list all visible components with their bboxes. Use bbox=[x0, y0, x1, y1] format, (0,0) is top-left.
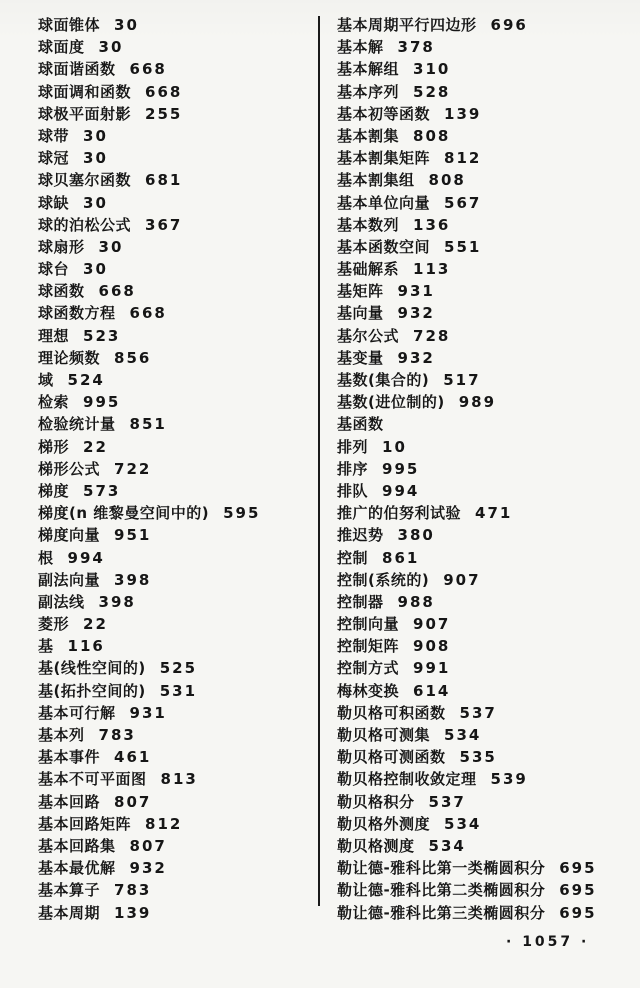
index-entry bbox=[337, 857, 635, 879]
entry-term: 梯形公式 bbox=[38, 459, 101, 478]
entry-page-number: 995 bbox=[382, 459, 420, 478]
index-entry bbox=[337, 236, 635, 258]
index-entry bbox=[38, 236, 316, 258]
entry-page-number: 535 bbox=[459, 748, 497, 767]
index-entry bbox=[337, 214, 635, 236]
entry-term: 勒贝格控制收敛定理 bbox=[337, 770, 477, 789]
entry-term: 基本算子 bbox=[38, 881, 101, 900]
index-entry bbox=[38, 613, 316, 635]
entry-page-number: 310 bbox=[413, 60, 451, 79]
entry-page-number: 517 bbox=[443, 371, 481, 389]
entry-page-number: 524 bbox=[67, 371, 105, 389]
index-entry bbox=[38, 369, 316, 391]
entry-page-number: 907 bbox=[413, 615, 451, 634]
entry-term: 控制(系统的) bbox=[337, 570, 430, 589]
entry-term: 基(线性空间的) bbox=[38, 659, 146, 678]
index-entry bbox=[38, 524, 316, 546]
entry-page-number: 931 bbox=[129, 703, 167, 722]
entry-term: 基本回路矩阵 bbox=[38, 814, 132, 833]
entry-term: 基本回路集 bbox=[38, 836, 116, 855]
index-entry bbox=[337, 369, 635, 391]
entry-term: 球台 bbox=[38, 260, 70, 279]
entry-term: 排队 bbox=[337, 481, 369, 500]
entry-page-number: 567 bbox=[444, 193, 482, 212]
index-entry bbox=[337, 81, 635, 103]
entry-term: 基 bbox=[38, 637, 54, 656]
entry-page-number: 30 bbox=[83, 260, 108, 279]
entry-page-number: 995 bbox=[83, 393, 121, 412]
entry-page-number: 908 bbox=[413, 637, 451, 656]
entry-page-number: 30 bbox=[83, 149, 108, 168]
entry-page-number: 471 bbox=[475, 504, 513, 523]
entry-page-number: 534 bbox=[428, 836, 466, 855]
entry-term: 球函数方程 bbox=[38, 304, 116, 323]
entry-term: 推迟势 bbox=[337, 526, 384, 545]
entry-term: 勒贝格测度 bbox=[337, 836, 415, 855]
entry-term: 基本可行解 bbox=[38, 703, 116, 722]
entry-page-number: 994 bbox=[382, 481, 420, 500]
entry-page-number: 22 bbox=[83, 615, 108, 634]
entry-term: 推广的伯努利试验 bbox=[337, 504, 462, 523]
index-entry bbox=[337, 480, 635, 502]
entry-term: 球贝塞尔函数 bbox=[38, 171, 132, 190]
entry-term: 勒让德-雅科比第一类椭圆积分 bbox=[337, 859, 546, 878]
index-entry bbox=[38, 791, 316, 813]
entry-term: 勒贝格外测度 bbox=[337, 814, 431, 833]
entry-term: 勒贝格可测集 bbox=[337, 726, 431, 744]
index-entry bbox=[38, 125, 316, 147]
index-column-left bbox=[38, 14, 316, 924]
entry-page-number: 807 bbox=[114, 792, 152, 811]
entry-page-number: 113 bbox=[413, 260, 451, 279]
entry-page-number: 695 bbox=[559, 903, 597, 922]
index-entry bbox=[337, 635, 635, 657]
index-entry bbox=[38, 768, 316, 790]
index-entry bbox=[337, 502, 635, 524]
column-divider-rule bbox=[318, 16, 320, 906]
entry-page-number: 722 bbox=[114, 459, 152, 478]
entry-term: 理论频数 bbox=[38, 348, 101, 367]
entry-term: 基本序列 bbox=[337, 82, 400, 101]
index-entry bbox=[337, 280, 635, 302]
entry-page-number: 994 bbox=[67, 548, 105, 567]
entry-term: 勒贝格可积函数 bbox=[337, 703, 446, 722]
index-entry bbox=[337, 524, 635, 546]
entry-term: 基本数列 bbox=[337, 215, 400, 234]
entry-page-number: 255 bbox=[145, 104, 183, 123]
entry-page-number: 988 bbox=[397, 592, 435, 611]
index-entry bbox=[38, 81, 316, 103]
entry-page-number: 812 bbox=[145, 814, 183, 833]
entry-page-number: 614 bbox=[413, 681, 451, 700]
index-entry bbox=[38, 36, 316, 58]
entry-page-number: 523 bbox=[83, 326, 121, 345]
entry-term: 基本回路 bbox=[38, 792, 101, 811]
entry-term: 球面调和函数 bbox=[38, 82, 132, 101]
entry-term: 基本单位向量 bbox=[337, 193, 431, 212]
entry-page-number: 668 bbox=[98, 282, 136, 301]
entry-page-number: 907 bbox=[443, 570, 481, 589]
entry-term: 勒贝格积分 bbox=[337, 792, 415, 811]
entry-page-number: 695 bbox=[559, 881, 597, 900]
entry-term: 基函数 bbox=[337, 415, 384, 434]
entry-page-number: 808 bbox=[413, 126, 451, 145]
index-entry bbox=[38, 879, 316, 901]
entry-term: 基本割集组 bbox=[337, 171, 415, 190]
entry-page-number: 951 bbox=[114, 526, 152, 545]
entry-term: 梯度(n 维黎曼空间中的) bbox=[38, 504, 210, 523]
entry-term: 菱形 bbox=[38, 615, 70, 634]
entry-page-number: 861 bbox=[382, 548, 420, 567]
entry-page-number: 783 bbox=[98, 726, 136, 744]
entry-page-number: 595 bbox=[223, 504, 261, 523]
entry-page-number: 931 bbox=[397, 282, 435, 301]
index-entry bbox=[337, 680, 635, 702]
entry-term: 勒贝格可测函数 bbox=[337, 748, 446, 767]
entry-term: 基本不可平面图 bbox=[38, 770, 147, 789]
index-entry bbox=[38, 502, 316, 524]
entry-term: 基矩阵 bbox=[337, 282, 384, 301]
entry-page-number: 537 bbox=[459, 703, 497, 722]
index-entry bbox=[337, 36, 635, 58]
entry-term: 勒让德-雅科比第二类椭圆积分 bbox=[337, 881, 546, 900]
index-entry bbox=[38, 724, 316, 746]
entry-term: 球带 bbox=[38, 126, 70, 145]
entry-term: 排序 bbox=[337, 459, 369, 478]
entry-page-number: 932 bbox=[397, 304, 435, 323]
entry-page-number: 932 bbox=[129, 859, 167, 878]
entry-term: 基本周期 bbox=[38, 903, 101, 922]
entry-term: 控制方式 bbox=[337, 659, 400, 678]
index-entry bbox=[38, 436, 316, 458]
entry-term: 基本割集 bbox=[337, 126, 400, 145]
entry-page-number: 856 bbox=[114, 348, 152, 367]
entry-page-number: 539 bbox=[490, 770, 528, 789]
index-column-right bbox=[337, 14, 635, 924]
entry-term: 基变量 bbox=[337, 348, 384, 367]
entry-page-number: 813 bbox=[160, 770, 198, 789]
entry-term: 副法向量 bbox=[38, 570, 101, 589]
entry-page-number: 10 bbox=[382, 437, 407, 456]
entry-page-number: 139 bbox=[444, 104, 482, 123]
entry-term: 球函数 bbox=[38, 282, 85, 301]
entry-term: 梯度向量 bbox=[38, 526, 101, 545]
index-entry bbox=[38, 147, 316, 169]
index-entry bbox=[38, 214, 316, 236]
entry-page-number: 30 bbox=[83, 126, 108, 145]
index-entry bbox=[38, 547, 316, 569]
entry-page-number: 932 bbox=[397, 348, 435, 367]
entry-term: 根 bbox=[38, 548, 54, 567]
index-entry bbox=[38, 347, 316, 369]
entry-term: 基本列 bbox=[38, 726, 85, 744]
entry-page-number: 30 bbox=[83, 193, 108, 212]
entry-page-number: 989 bbox=[458, 393, 497, 412]
index-entry bbox=[337, 125, 635, 147]
entry-page-number: 991 bbox=[413, 659, 451, 678]
entry-term: 基数(集合的) bbox=[337, 371, 430, 389]
entry-page-number: 461 bbox=[114, 748, 152, 767]
entry-term: 梯形 bbox=[38, 437, 70, 456]
index-entry bbox=[337, 835, 635, 857]
entry-page-number: 668 bbox=[129, 304, 167, 323]
footer-page-number: · 1057 · bbox=[506, 934, 590, 950]
index-entry bbox=[337, 813, 635, 835]
entry-term: 球面谐函数 bbox=[38, 60, 116, 79]
index-entry bbox=[38, 192, 316, 214]
entry-page-number: 573 bbox=[83, 481, 121, 500]
index-entry bbox=[38, 702, 316, 724]
index-entry bbox=[38, 458, 316, 480]
entry-page-number: 398 bbox=[114, 570, 152, 589]
entry-term: 基本函数空间 bbox=[337, 237, 431, 256]
entry-page-number: 528 bbox=[413, 82, 451, 101]
entry-page-number: 380 bbox=[397, 526, 435, 545]
index-entry bbox=[337, 879, 635, 901]
index-entry bbox=[38, 169, 316, 191]
entry-page-number: 398 bbox=[98, 592, 136, 611]
index-entry bbox=[38, 680, 316, 702]
entry-term: 球缺 bbox=[38, 193, 70, 212]
index-entry bbox=[337, 791, 635, 813]
entry-term: 梯度 bbox=[38, 481, 70, 500]
entry-term: 基数(进位制的) bbox=[337, 393, 445, 412]
index-entry bbox=[38, 302, 316, 324]
index-entry bbox=[337, 591, 635, 613]
index-entry bbox=[337, 169, 635, 191]
entry-page-number: 668 bbox=[145, 82, 183, 101]
index-entry bbox=[38, 835, 316, 857]
entry-term: 域 bbox=[38, 371, 54, 389]
index-entry bbox=[337, 302, 635, 324]
entry-page-number: 812 bbox=[444, 149, 482, 168]
index-entry bbox=[337, 724, 635, 746]
entry-term: 球极平面射影 bbox=[38, 104, 132, 123]
index-entry bbox=[337, 347, 635, 369]
entry-page-number: 22 bbox=[83, 437, 108, 456]
entry-term: 球冠 bbox=[38, 149, 70, 168]
index-entry bbox=[337, 413, 635, 435]
entry-term: 基本初等函数 bbox=[337, 104, 431, 123]
index-entry bbox=[38, 591, 316, 613]
index-entry bbox=[337, 258, 635, 280]
index-entry bbox=[337, 391, 635, 413]
entry-term: 球面度 bbox=[38, 38, 85, 57]
entry-page-number: 808 bbox=[428, 171, 466, 190]
entry-term: 基本最优解 bbox=[38, 859, 116, 878]
index-entry bbox=[337, 746, 635, 768]
entry-page-number: 783 bbox=[114, 881, 152, 900]
entry-term: 基向量 bbox=[337, 304, 384, 323]
index-entry bbox=[38, 857, 316, 879]
index-entry bbox=[337, 902, 635, 924]
entry-term: 球面锥体 bbox=[38, 16, 101, 34]
entry-page-number: 728 bbox=[413, 326, 451, 345]
index-entry bbox=[337, 103, 635, 125]
entry-term: 基尔公式 bbox=[337, 326, 400, 345]
index-entry bbox=[38, 58, 316, 80]
entry-page-number: 139 bbox=[114, 903, 152, 922]
index-entry bbox=[38, 280, 316, 302]
index-entry bbox=[38, 413, 316, 435]
index-entry bbox=[337, 702, 635, 724]
index-entry bbox=[337, 569, 635, 591]
entry-page-number: 30 bbox=[114, 16, 139, 34]
entry-term: 基本解 bbox=[337, 38, 384, 57]
index-entry bbox=[337, 192, 635, 214]
entry-page-number: 30 bbox=[98, 237, 124, 256]
entry-term: 控制 bbox=[337, 548, 369, 567]
entry-term: 基(拓扑空间的) bbox=[38, 681, 146, 700]
index-entry bbox=[38, 746, 316, 768]
index-entry bbox=[337, 325, 635, 347]
entry-page-number: 695 bbox=[559, 859, 597, 878]
entry-page-number: 696 bbox=[490, 16, 528, 34]
index-entry bbox=[337, 657, 635, 679]
index-entry bbox=[38, 902, 316, 924]
entry-page-number: 534 bbox=[444, 814, 482, 833]
index-entry bbox=[38, 569, 316, 591]
entry-page-number: 807 bbox=[129, 836, 167, 855]
index-entry bbox=[337, 436, 635, 458]
index-entry bbox=[337, 14, 635, 36]
entry-term: 控制器 bbox=[337, 592, 384, 611]
entry-term: 排列 bbox=[337, 437, 369, 456]
index-entry bbox=[38, 813, 316, 835]
entry-page-number: 116 bbox=[67, 637, 105, 656]
entry-page-number: 531 bbox=[159, 681, 198, 700]
entry-page-number: 367 bbox=[145, 215, 183, 234]
entry-term: 控制向量 bbox=[337, 615, 400, 634]
index-entry bbox=[38, 635, 316, 657]
entry-term: 基本事件 bbox=[38, 748, 101, 767]
index-entry bbox=[337, 768, 635, 790]
index-entry bbox=[38, 103, 316, 125]
entry-term: 球的泊松公式 bbox=[38, 215, 132, 234]
entry-term: 理想 bbox=[38, 326, 70, 345]
entry-term: 基本解组 bbox=[337, 60, 400, 79]
entry-term: 控制矩阵 bbox=[337, 637, 400, 656]
entry-page-number: 136 bbox=[413, 215, 451, 234]
entry-page-number: 551 bbox=[444, 237, 482, 256]
index-entry bbox=[38, 325, 316, 347]
index-entry bbox=[337, 147, 635, 169]
index-entry bbox=[38, 258, 316, 280]
entry-term: 基础解系 bbox=[337, 260, 400, 279]
entry-page-number: 525 bbox=[159, 659, 198, 678]
entry-term: 勒让德-雅科比第三类椭圆积分 bbox=[337, 903, 546, 922]
index-entry bbox=[337, 458, 635, 480]
entry-term: 检索 bbox=[38, 393, 70, 412]
index-entry bbox=[337, 58, 635, 80]
entry-page-number: 30 bbox=[98, 38, 124, 57]
entry-term: 球扇形 bbox=[38, 237, 85, 256]
entry-page-number: 851 bbox=[129, 415, 167, 434]
index-entry bbox=[38, 657, 316, 679]
index-entry bbox=[337, 613, 635, 635]
entry-term: 副法线 bbox=[38, 592, 85, 611]
entry-term: 基本周期平行四边形 bbox=[337, 16, 477, 34]
entry-term: 检验统计量 bbox=[38, 415, 116, 434]
entry-term: 梅林变换 bbox=[337, 681, 400, 700]
index-entry bbox=[337, 547, 635, 569]
entry-term: 基本割集矩阵 bbox=[337, 149, 431, 168]
entry-page-number: 668 bbox=[129, 60, 167, 79]
entry-page-number: 537 bbox=[428, 792, 466, 811]
entry-page-number: 681 bbox=[145, 171, 183, 190]
index-entry bbox=[38, 14, 316, 36]
index-entry bbox=[38, 391, 316, 413]
entry-page-number: 378 bbox=[397, 38, 435, 57]
index-entry bbox=[38, 480, 316, 502]
entry-page-number: 534 bbox=[444, 726, 482, 744]
